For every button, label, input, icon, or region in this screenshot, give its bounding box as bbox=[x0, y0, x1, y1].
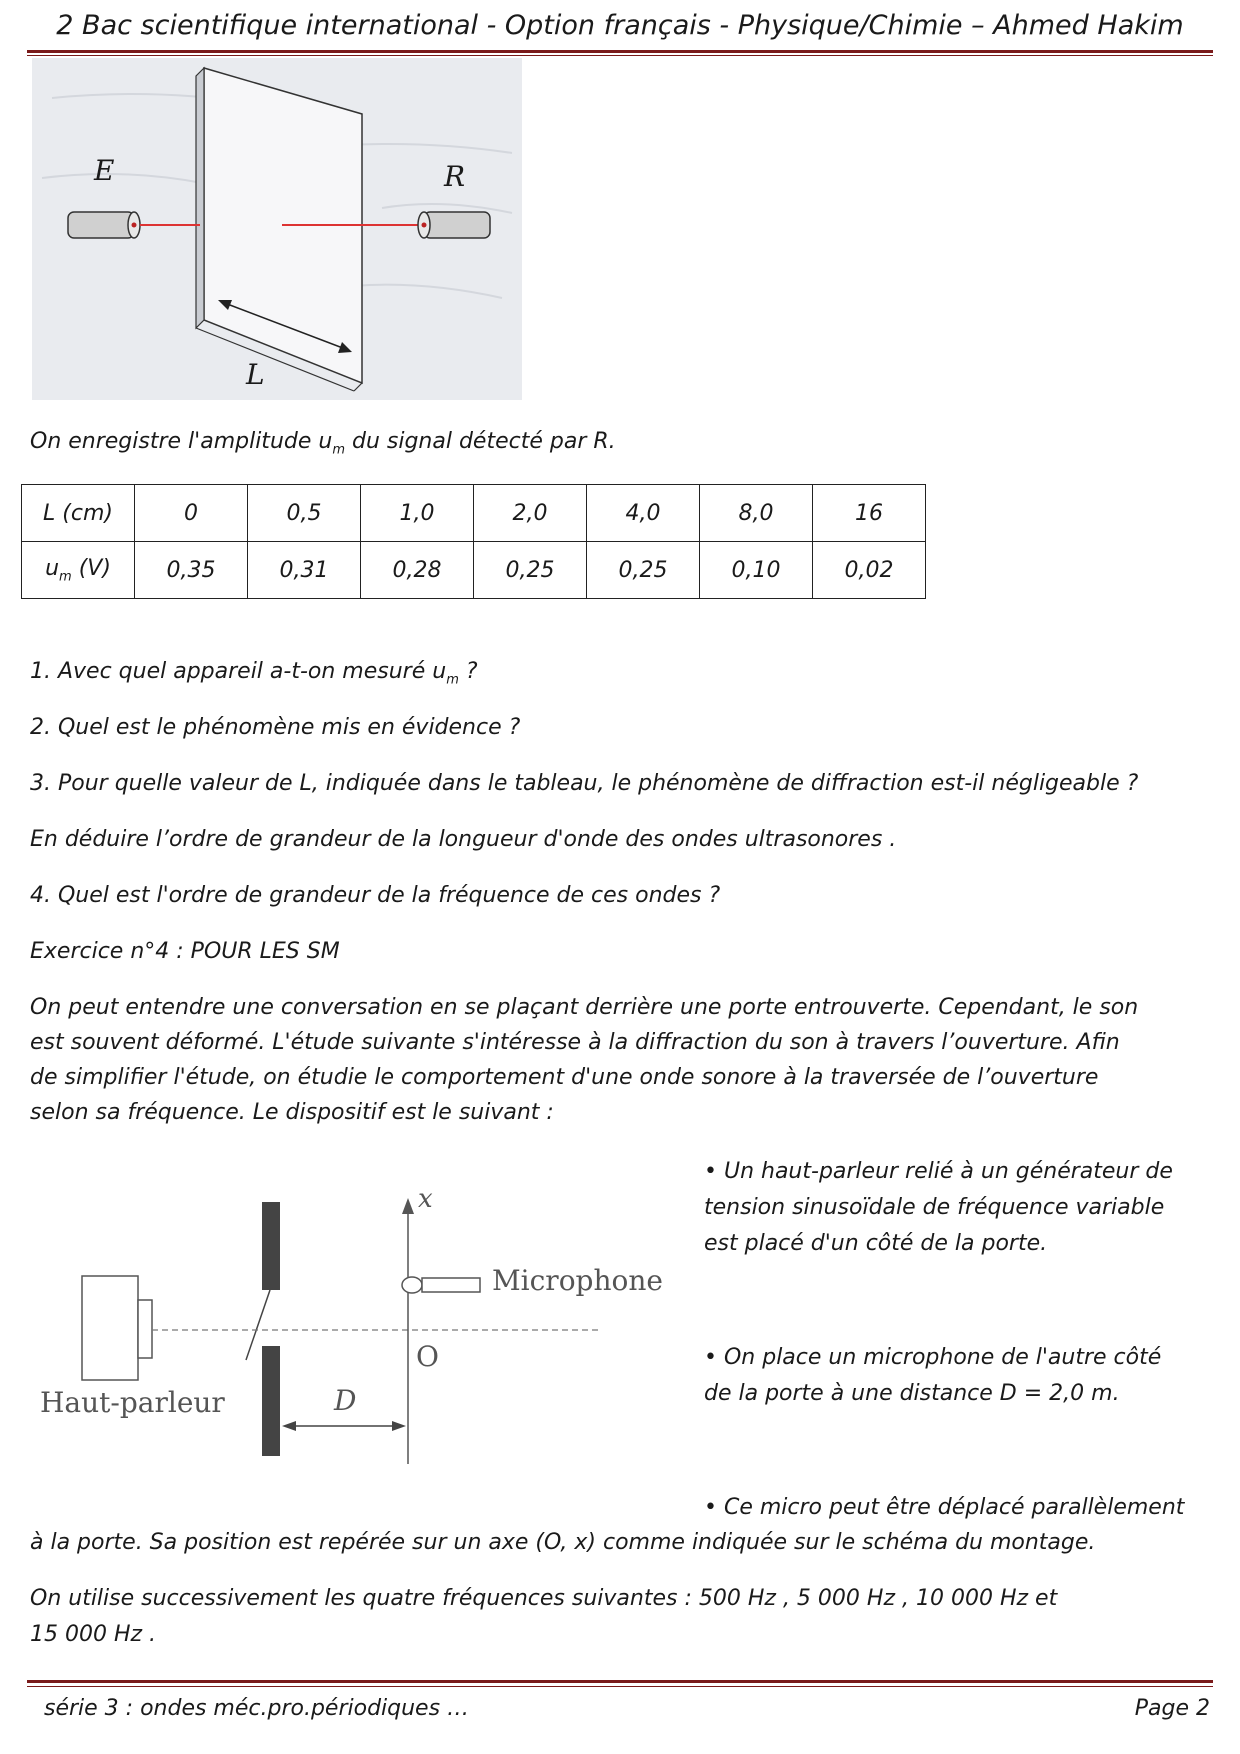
footer-rule bbox=[27, 1680, 1213, 1683]
receiver-r bbox=[424, 212, 490, 238]
question-2: 2. Quel est le phénomène mis en évidence ? bbox=[30, 715, 521, 740]
bullet-1-line-2: tension sinusoïdale de fréquence variable bbox=[704, 1195, 1165, 1220]
table-cell: 0,10 bbox=[700, 542, 813, 599]
loudspeaker-box bbox=[82, 1276, 138, 1380]
measurement-table bbox=[21, 484, 926, 599]
table-cell: 0,28 bbox=[361, 542, 474, 599]
microphone-body bbox=[422, 1278, 480, 1292]
footer-page-number: Page 2 bbox=[1134, 1696, 1210, 1721]
frequencies-line-2: 15 000 Hz . bbox=[30, 1622, 157, 1647]
question-3: 3. Pour quelle valeur de L, indiquée dans le tableau, le phénomène de diffraction est-il négligeable ? bbox=[30, 771, 1139, 796]
exercise-line-1: On peut entendre une conversation en se plaçant derrière une porte entrouverte. Cependant, le son bbox=[30, 995, 1139, 1020]
table-cell: 4,0 bbox=[587, 485, 700, 542]
table-cell: 0 bbox=[135, 485, 248, 542]
exercise-line-4: selon sa fréquence. Le dispositif est le suivant : bbox=[30, 1100, 554, 1125]
door-lower bbox=[262, 1346, 280, 1456]
figure-door-setup-drawing bbox=[30, 1150, 680, 1470]
label-microphone: Microphone bbox=[492, 1264, 663, 1297]
frequencies-line-1: On utilise successivement les quatre fréquences suivantes : 500 Hz , 5 000 Hz , 10 000 Hz et bbox=[30, 1586, 1058, 1611]
table-cell: 0,35 bbox=[135, 542, 248, 599]
bullet-1-line-1: • Un haut-parleur relié à un générateur de bbox=[704, 1159, 1173, 1184]
label-haut-parleur: Haut-parleur bbox=[40, 1386, 225, 1419]
footer-rule-thin bbox=[27, 1686, 1213, 1687]
bullet-1-line-3: est placé d'un côté de la porte. bbox=[704, 1231, 1048, 1256]
table-cell: 0,31 bbox=[248, 542, 361, 599]
question-1: 1. Avec quel appareil a-t-on mesuré $u_m$ ? bbox=[30, 659, 478, 688]
question-4: 4. Quel est l'ordre de grandeur de la fréquence de ces ondes ? bbox=[30, 883, 721, 908]
footer-series: série 3 : ondes méc.pro.périodiques … bbox=[44, 1696, 470, 1721]
table-cell: 0,02 bbox=[813, 542, 926, 599]
bullet-3-line-2: à la porte. Sa position est repérée sur un axe (O, x) comme indiquée sur le schéma du montage. bbox=[30, 1530, 1096, 1555]
bullet-3-line-1: • Ce micro peut être déplacé parallèlement bbox=[704, 1495, 1185, 1520]
table-cell: 1,0 bbox=[361, 485, 474, 542]
table-header-cell: $u_m$ (V) bbox=[22, 542, 135, 599]
page-header-title: 2 Bac scientifique international - Option français - Physique/Chimie – Ahmed Hakim bbox=[56, 10, 1184, 41]
label-d: D bbox=[334, 1384, 357, 1417]
bullet-2-line-1: • On place un microphone de l'autre côté bbox=[704, 1345, 1162, 1370]
label-e: E bbox=[94, 154, 115, 187]
table-cell: 16 bbox=[813, 485, 926, 542]
table-header-cell: L (cm) bbox=[22, 485, 135, 542]
figure-emitter-receiver-drawing bbox=[32, 58, 522, 400]
label-l: L bbox=[246, 358, 265, 391]
question-3b: En déduire l’ordre de grandeur de la longueur d'onde des ondes ultrasonores . bbox=[30, 827, 897, 852]
bullet-2-line-2: de la porte à une distance D = 2,0 m. bbox=[704, 1381, 1120, 1406]
table-cell: 0,25 bbox=[474, 542, 587, 599]
figure-door-setup bbox=[30, 1150, 680, 1470]
header-rule bbox=[27, 50, 1213, 53]
label-x: x bbox=[418, 1184, 433, 1214]
table-cell: 2,0 bbox=[474, 485, 587, 542]
header-rule-thin bbox=[27, 55, 1213, 56]
table-row bbox=[22, 485, 926, 542]
table-cell: 8,0 bbox=[700, 485, 813, 542]
table-cell: 0,25 bbox=[587, 542, 700, 599]
figure-emitter-receiver bbox=[32, 58, 522, 400]
door-upper bbox=[262, 1202, 280, 1290]
exercise-line-2: est souvent déformé. L'étude suivante s'intéresse à la diffraction du son à travers l’ouverture. Afin bbox=[30, 1030, 1120, 1055]
table-cell: 0,5 bbox=[248, 485, 361, 542]
table-row bbox=[22, 542, 926, 599]
label-o: O bbox=[416, 1340, 439, 1373]
label-r: R bbox=[444, 160, 466, 193]
emitter-e bbox=[68, 212, 134, 238]
exercise-line-3: de simplifier l'étude, on étudie le comportement d'une onde sonore à la traversée de l’ouverture bbox=[30, 1065, 1099, 1090]
exercise-title: Exercice n°4 : POUR LES SM bbox=[30, 939, 340, 964]
intro-text: On enregistre l'amplitude $u_m$ du signal détecté par R. bbox=[30, 429, 616, 458]
